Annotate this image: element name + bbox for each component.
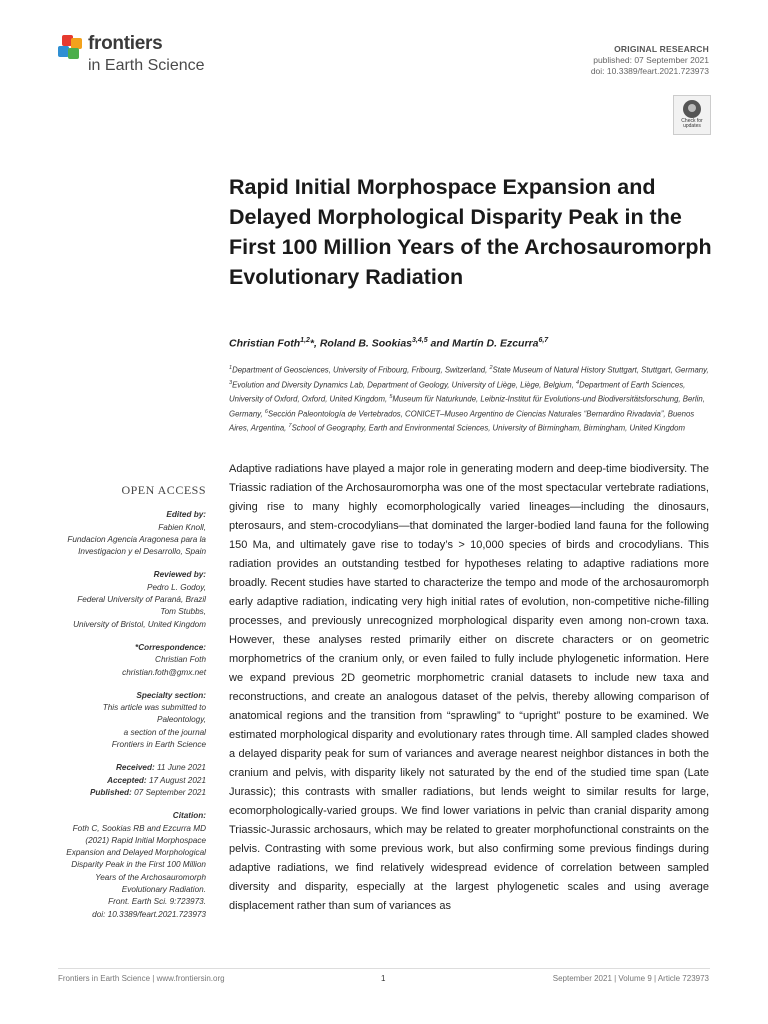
accepted-value: 17 August 2021: [148, 775, 206, 785]
edited-by-block: [50, 509, 206, 558]
badge-line2: updates: [683, 123, 701, 129]
correspondence-heading: *Correspondence:: [135, 642, 206, 652]
journal-logo[interactable]: [58, 33, 238, 83]
author-name[interactable]: Christian Foth: [229, 337, 301, 350]
affil-text: Department of Earth Sciences, University of Oxford, Oxford, United Kingdom,: [229, 380, 686, 404]
footer-divider: [58, 968, 710, 969]
page-number: 1: [381, 974, 386, 983]
specialty-line: This article was submitted to: [102, 703, 206, 713]
reviewed-by-heading: Reviewed by:: [153, 570, 206, 580]
editor-line: Investigacion y el Desarrollo, Spain: [78, 547, 206, 557]
affil-text: Sección Paleontología de Vertebrados, CONICET–Museo Argentino de Ciencias Naturales “Bernardino Rivadavia”, Buenos Aires, Argentina,: [229, 409, 695, 433]
affil-text: State Museum of Natural History Stuttgart, Stuttgart, Germany,: [492, 365, 709, 375]
specialty-line: Frontiers in Earth Science: [111, 740, 206, 750]
article-type: ORIGINAL RESEARCH: [614, 44, 709, 54]
journal-name-frontiers: frontiers: [88, 33, 163, 54]
reviewed-by-block: [50, 569, 206, 630]
author-name[interactable]: Roland B. Sookias: [319, 337, 413, 350]
editor-line: Fabien Knoll,: [158, 522, 206, 532]
affil-num: 5: [389, 394, 393, 401]
dates-block: [50, 762, 206, 799]
author-separator: and: [427, 337, 453, 350]
published-value: 07 September 2021: [134, 787, 206, 797]
author-affil-ref: 1,2: [300, 337, 310, 344]
correspondence-block: [50, 642, 206, 679]
affil-num: 6: [264, 408, 268, 415]
editor-line: Fundacion Agencia Aragonesa para la: [67, 534, 206, 544]
citation-block: [50, 810, 206, 921]
affil-num: 4: [576, 379, 580, 386]
citation-line: Foth C, Sookias RB and Ezcurra MD: [72, 823, 206, 833]
author-separator: *,: [309, 337, 320, 350]
reviewer-line: Pedro L. Godoy,: [146, 582, 206, 592]
citation-line: (2021) Rapid Initial Morphospace: [85, 835, 206, 845]
received-label: Received:: [116, 763, 155, 773]
citation-line: Disparity Peak in the First 100 Million: [71, 860, 206, 870]
abstract-text: Adaptive radiations have played a major role in generating modern and deep-time biodiversity. The Triassic radiation of the Archosauromorpha was one of the most spectacular vertebrate radiations, giving rise to many highly ecomorphologically varied lineages—including the dinosaurs, pterosaurs, and stem-crocodylians—that dominated the larger-bodied land fauna for the following 150 Ma, and ultimately gave rise to today’s > 10,000 species of birds and crocodylians. This radiation provides an outstanding testbed for hypotheses relating to adaptive radiations more broadly. Recent studies have started to characterize the tempo and mode of the archosauromorph early adaptive radiation, indicating very high initial rates of evolution, non-competitive niche-filling processes, and previously unrecognized morphological disparity even among non-crown taxa. However, these analyses rested primarily either on discrete characters or on geometric morphometrics of the cranium only, or even failed to fully include phylogenetic information. Here we expand previous 2D geometric morphometric cranial datasets to include new taxa and reconstructions, and create an analogous dataset of the pelvis, thereby allowing comparison of anatomical regions and the transition from “sprawling” to “upright” posture to be examined. We estimated morphological disparity and evolutionary rates through time. All sampled clades showed a delayed disparity peak for sum of variances and average nearest neighbor distances in both the cranium and pelvis, with disparity likely not saturated by the end of the studied time span (Late Jurassic); this contrasts with smaller radiations, but lends weight to similar results for large, ecomorphologically-varied groups. We find lower variations in pelvic than cranial disparity among Triassic-Jurassic archosaurs, which may be related to greater morphofunctional constraints on the pelvis. Contrasting with some previous work, but also confirming some previous findings during adaptive radiations, we find relatively widespread evidence of correlation between sampled diversity and disparity, especially at the largest phylogenetic scales and using average displacement rather than sum of variances as: [229, 463, 709, 912]
citation-line: Front. Earth Sci. 9:723973.: [108, 897, 206, 907]
published-label: Published:: [89, 787, 132, 797]
author-affil-ref: 3,4,5: [412, 337, 428, 344]
author-name[interactable]: Martín D. Ezcurra: [452, 337, 539, 350]
article-title: Rapid Initial Morphospace Expansion and Delayed Morphological Disparity Peak in the First 100 Million Years of the Archosauromorph Evolutionary Radiation: [229, 175, 712, 289]
affil-num: 3: [229, 379, 233, 386]
correspondent-name: Christian Foth: [155, 655, 206, 665]
affil-text: School of Geography, Earth and Environmental Sciences, University of Birmingham, Birmingham, United Kingdom: [291, 423, 685, 433]
citation-line: Evolutionary Radiation.: [121, 885, 206, 895]
specialty-block: [50, 690, 206, 751]
accepted-label: Accepted:: [107, 775, 147, 785]
published-date-side: [50, 787, 206, 799]
article-sidebar: [50, 484, 206, 932]
author-list: [229, 337, 548, 350]
citation-heading: Citation:: [172, 811, 206, 821]
specialty-heading: Specialty section:: [136, 690, 206, 700]
article-doi[interactable]: doi: 10.3389/feart.2021.723973: [590, 66, 709, 76]
footer-journal-link[interactable]: Frontiers in Earth Science | www.frontiersin.org: [58, 974, 225, 983]
citation-doi-link[interactable]: doi: 10.3389/feart.2021.723973: [92, 909, 206, 919]
article-meta: [591, 44, 709, 77]
affil-text: Museum für Naturkunde, Leibniz-Institut für Evolutions-und Biodiversitätsforschung, Berlin, Germany,: [229, 394, 705, 419]
specialty-line: Paleontology,: [156, 715, 206, 725]
specialty-line: a section of the journal: [123, 727, 206, 737]
received-date: [50, 762, 206, 774]
reviewer-line: Tom Stubbs,: [160, 607, 206, 617]
update-check-icon: [683, 100, 701, 118]
footer-issue-info: September 2021 | Volume 9 | Article 723973: [552, 974, 709, 983]
published-date: published: 07 September 2021: [593, 55, 709, 65]
affil-text: Department of Geosciences, University of Fribourg, Fribourg, Switzerland,: [232, 365, 490, 375]
affil-num: 2: [489, 365, 493, 371]
accepted-date: [50, 775, 206, 787]
affil-num: 1: [229, 365, 233, 371]
badge-line1: Check for: [681, 118, 703, 124]
affil-text: Evolution and Diversity Dynamics Lab, Department of Geology, University of Liège, Liège, Belgium,: [232, 380, 577, 390]
edited-by-heading: Edited by:: [166, 510, 206, 520]
affil-num: 7: [288, 423, 292, 430]
received-value: 11 June 2021: [156, 763, 206, 773]
logo-square-green: [68, 48, 79, 59]
journal-name-section: in Earth Science: [88, 57, 205, 74]
citation-line: Expansion and Delayed Morphological: [66, 848, 206, 858]
correspondent-email-link[interactable]: christian.foth@gmx.net: [122, 667, 206, 677]
author-affil-ref: 6,7: [538, 337, 549, 344]
citation-line: Years of the Archosauromorph: [95, 872, 206, 882]
reviewer-line: Federal University of Paraná, Brazil: [77, 595, 206, 605]
reviewer-line: University of Bristol, United Kingdom: [73, 619, 206, 629]
check-for-updates-badge[interactable]: [673, 95, 711, 135]
open-access-label: OPEN ACCESS: [121, 483, 206, 497]
affiliations: [229, 362, 711, 435]
frontiers-logo-icon: [58, 35, 82, 59]
